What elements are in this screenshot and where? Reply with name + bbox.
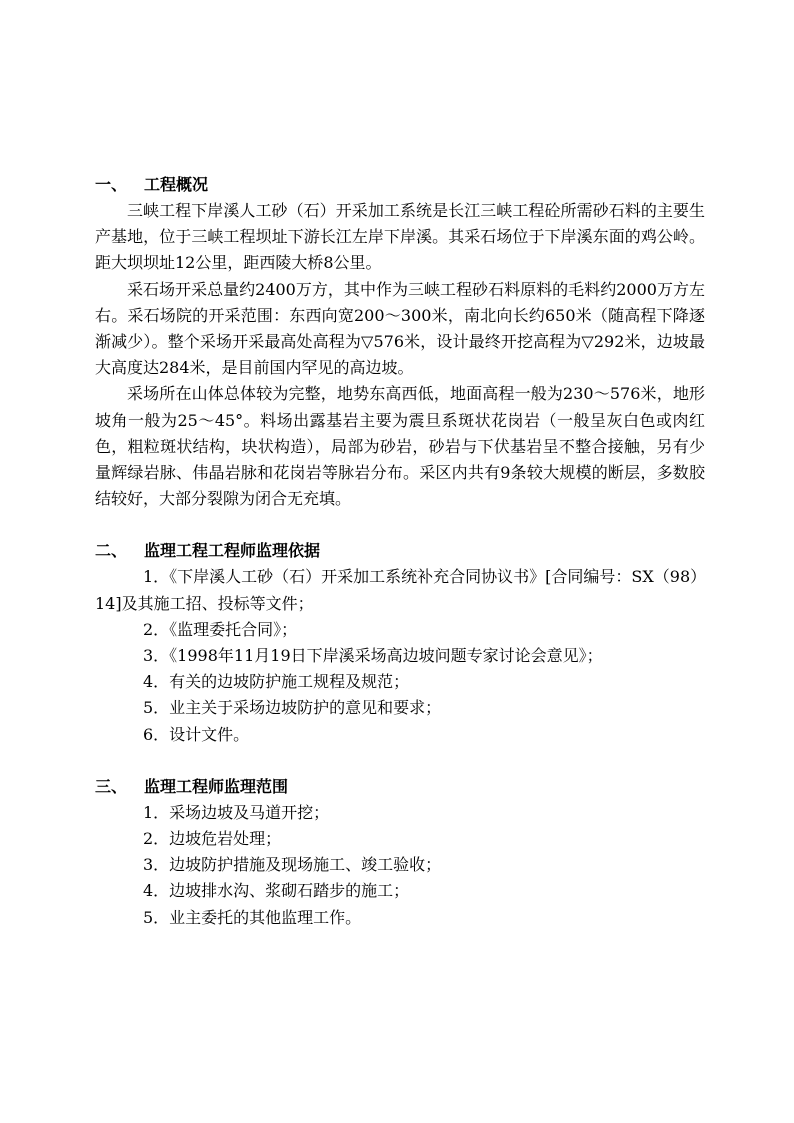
section-heading [95, 172, 705, 198]
section-title: 工程概况 [144, 175, 209, 194]
section-title: 监理工程工程师监理依据 [144, 541, 321, 561]
section-heading [95, 538, 705, 564]
section-number: 一、 [95, 175, 128, 194]
document-page [95, 172, 705, 931]
paragraph: 采石场开采总量约2400万方，其中作为三峡工程砂石料原料的毛料约2000万方左右。采石场院的开采范围：东西向宽200～300米，南北向长约650米（随高程下降逐渐减少）。整个采场开采最高处高程为▽576米，设计最终开挖高程为▽292米，边坡最大高度达284米，是目前国内罕见的高边坡。 [95, 279, 705, 378]
paragraph: 三峡工程下岸溪人工砂（石）开采加工系统是长江三峡工程砼所需砂石料的主要生产基地，位于三峡工程坝址下游长江左岸下岸溪。其采石场位于下岸溪东面的鸡公岭。距大坝坝址12公里，距西陵大桥8公里。 [95, 201, 705, 273]
list-item: 5．业主关于采场边坡防护的意见和要求； [143, 698, 442, 718]
section-scope [95, 774, 705, 931]
section-spacer [95, 748, 705, 774]
list-item: 6．设计文件。 [143, 724, 250, 744]
list-item: 5．业主委托的其他监理工作。 [143, 907, 362, 927]
list-item: 1．采场边坡及马道开挖； [143, 802, 330, 822]
section-spacer [95, 512, 705, 538]
list-item: 2．边坡危岩处理； [143, 829, 282, 849]
list-item: 2．《监理委托合同》； [143, 619, 298, 639]
section-overview [95, 172, 705, 512]
list-item: 3．边坡防护措施及现场施工、竣工验收； [143, 855, 442, 875]
list-item: 3．《1998年11月19日下岸溪采场高边坡问题专家讨论会意见》； [143, 646, 603, 666]
list-item: 4．有关的边坡防护施工规程及规范； [143, 672, 410, 692]
section-number: 三、 [95, 776, 128, 796]
section-number: 二、 [95, 541, 128, 561]
section-title: 监理工程师监理范围 [144, 776, 289, 796]
list-item: 1．《下岸溪人工砂（石）开采加工系统补充合同协议书》[合同编号：SX（98）14]及其施工招、投标等文件； [95, 567, 699, 613]
section-heading [95, 774, 705, 800]
section-basis [95, 538, 705, 747]
paragraph: 采场所在山体总体较为完整，地势东高西低，地面高程一般为230～576米，地形坡角一般为25～45°。料场出露基岩主要为震旦系斑状花岗岩（一般呈灰白色或肉红色，粗粒斑状结构，块状构造），局部为砂岩，砂岩与下伏基岩呈不整合接触，另有少量辉绿岩脉、伟晶岩脉和花岗岩等脉岩分布。采区内共有9条较大规模的断层，多数胶结较好，大部分裂隙为闭合无充填。 [95, 384, 705, 509]
list-item: 4．边坡排水沟、浆砌石踏步的施工； [143, 881, 410, 901]
